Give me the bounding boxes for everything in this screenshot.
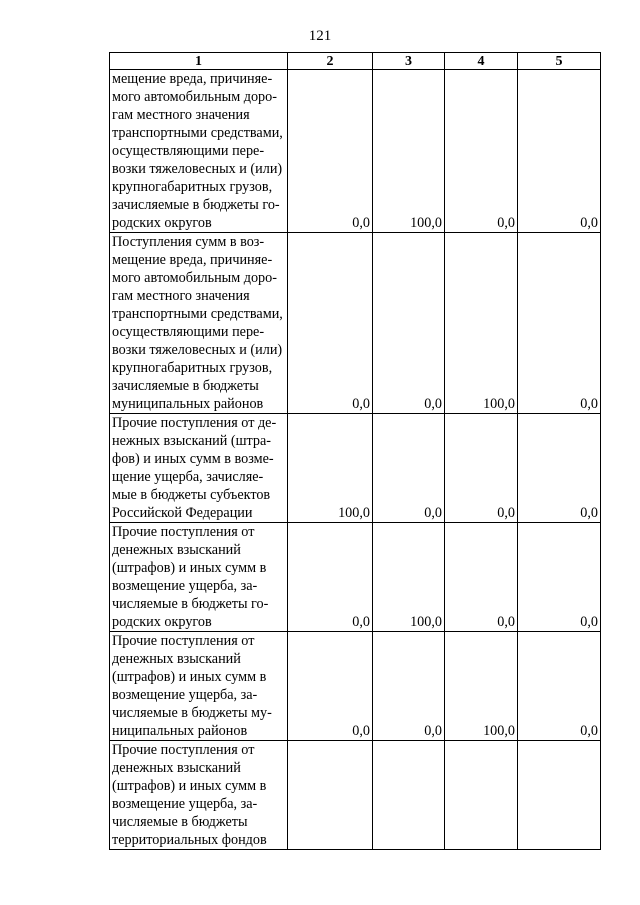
table-row [110,414,601,523]
row-value-col-3 [373,741,445,850]
row-value-col-5 [518,741,601,850]
row-value-col-4: 0,0 [445,523,518,632]
header-col-4: 4 [445,53,518,70]
row-value-col-2: 0,0 [288,233,373,414]
row-value-col-3: 0,0 [373,632,445,741]
row-value-col-5: 0,0 [518,414,601,523]
table-row [110,233,601,414]
budget-table [109,52,601,850]
table-row [110,70,601,233]
row-value-col-3: 0,0 [373,414,445,523]
row-description: Поступления сумм в воз- мещение вреда, причиняе- мого автомобильным доро- гам местного значения транспортными средствами, осуществляющими пере- возки тяжеловесных и (или) крупногабаритных грузов, зачисляемые в бюджеты муниципальных районов [110,233,288,414]
row-description: Прочие поступления от де- нежных взысканий (штра- фов) и иных сумм в возме- щение ущерба, зачисляе- мые в бюджеты субъектов Российской Федерации [110,414,288,523]
row-value-col-4 [445,741,518,850]
page-number: 121 [308,28,332,44]
row-value-col-4: 100,0 [445,632,518,741]
header-col-5: 5 [518,53,601,70]
header-col-3: 3 [373,53,445,70]
row-value-col-2: 100,0 [288,414,373,523]
row-value-col-4: 100,0 [445,233,518,414]
row-description: Прочие поступления от денежных взысканий (штрафов) и иных сумм в возмещение ущерба, за- числяемые в бюджеты му- ниципальных районов [110,632,288,741]
row-description: Прочие поступления от денежных взысканий (штрафов) и иных сумм в возмещение ущерба, за- числяемые в бюджеты территориальных фондов [110,741,288,850]
row-description: мещение вреда, причиняе- мого автомобильным доро- гам местного значения транспортными средствами, осуществляющими пере- возки тяжеловесных и (или) крупногабаритных грузов, зачисляемые в бюджеты го- родских округов [110,70,288,233]
row-value-col-2: 0,0 [288,70,373,233]
table-row [110,741,601,850]
header-row [110,53,601,70]
row-description: Прочие поступления от денежных взысканий (штрафов) и иных сумм в возмещение ущерба, за- числяемые в бюджеты го- родских округов [110,523,288,632]
header-col-1: 1 [110,53,288,70]
row-value-col-2: 0,0 [288,632,373,741]
table-row [110,523,601,632]
row-value-col-3: 100,0 [373,70,445,233]
row-value-col-5: 0,0 [518,632,601,741]
header-col-2: 2 [288,53,373,70]
row-value-col-4: 0,0 [445,414,518,523]
row-value-col-5: 0,0 [518,523,601,632]
table-row [110,632,601,741]
row-value-col-2 [288,741,373,850]
row-value-col-5: 0,0 [518,233,601,414]
row-value-col-5: 0,0 [518,70,601,233]
row-value-col-3: 100,0 [373,523,445,632]
row-value-col-3: 0,0 [373,233,445,414]
row-value-col-4: 0,0 [445,70,518,233]
row-value-col-2: 0,0 [288,523,373,632]
